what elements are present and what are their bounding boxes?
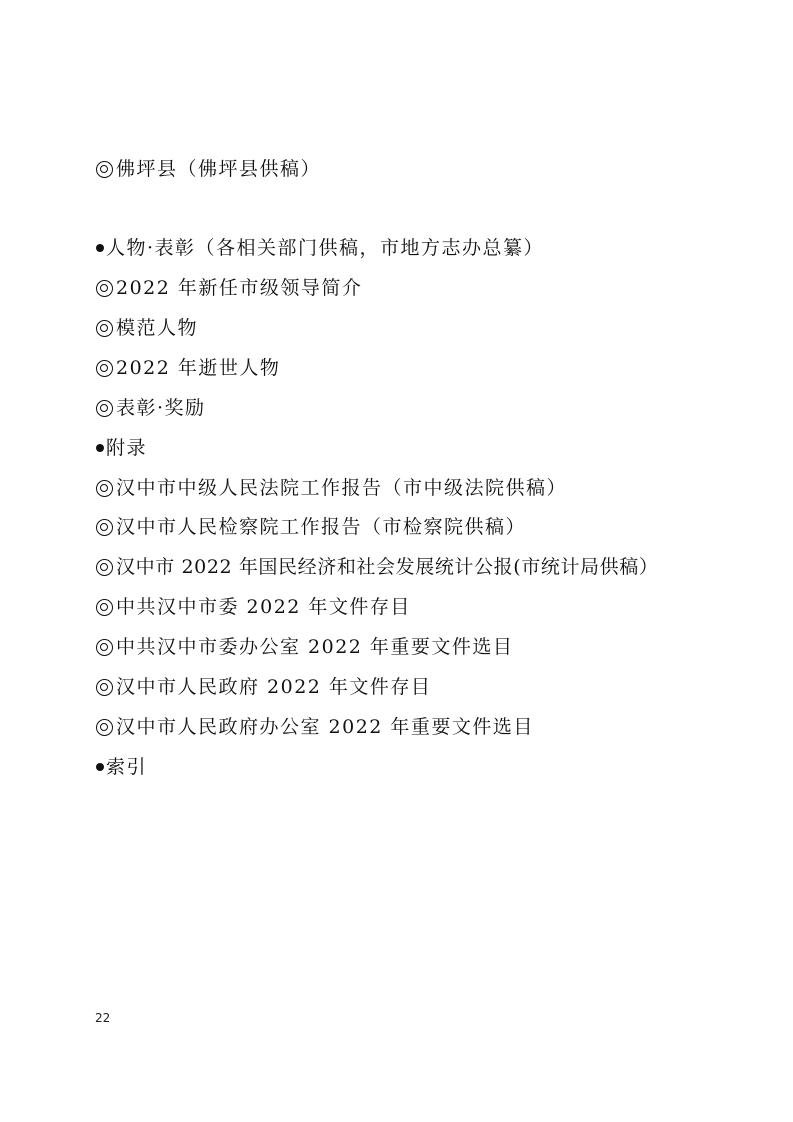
toc-section-label: 索引	[106, 756, 148, 778]
toc-subentry-label: 表彰·奖励	[116, 397, 206, 419]
double-circle-icon	[96, 360, 113, 377]
toc-subentry-awards	[96, 393, 206, 423]
toc-section-people-awards	[96, 233, 544, 263]
toc-subentry-label: 汉中市人民政府 2022 年文件存目	[116, 676, 432, 698]
double-circle-icon	[96, 161, 113, 178]
double-circle-icon	[96, 519, 113, 536]
toc-subentry-label: 中共汉中市委 2022 年文件存目	[116, 596, 411, 618]
bullet-icon	[96, 444, 104, 452]
toc-subentry-party-office-docs	[96, 632, 513, 662]
double-circle-icon	[96, 400, 113, 417]
toc-section-label: 附录	[106, 437, 148, 459]
toc-section-appendix	[96, 433, 147, 463]
toc-subentry-court-report	[96, 473, 567, 503]
toc-subentry-label: 汉中市人民政府办公室 2022 年重要文件选目	[116, 716, 534, 738]
double-circle-icon	[96, 719, 113, 736]
toc-subentry-new-leaders	[96, 273, 362, 303]
toc-subentry-statistics-bulletin	[96, 552, 658, 582]
toc-subentry-model-figures	[96, 313, 198, 343]
bullet-icon	[96, 763, 104, 771]
toc-subentry-label: 佛坪县（佛坪县供稿）	[116, 158, 322, 180]
toc-subentry-label: 中共汉中市委办公室 2022 年重要文件选目	[116, 636, 514, 658]
page-number: 22	[95, 1011, 111, 1025]
toc-subentry-label: 模范人物	[116, 317, 199, 339]
toc-subentry-government-office-docs	[96, 712, 534, 742]
double-circle-icon	[96, 599, 113, 616]
toc-subentry-deceased	[96, 353, 280, 383]
double-circle-icon	[96, 320, 113, 337]
toc-subentry-fuping	[96, 154, 321, 184]
double-circle-icon	[96, 639, 113, 656]
toc-subentry-label: 汉中市 2022 年国民经济和社会发展统计公报(市统计局供稿）	[116, 556, 659, 578]
toc-subentry-party-committee-docs	[96, 592, 411, 622]
double-circle-icon	[96, 559, 113, 576]
toc-subentry-government-docs	[96, 672, 431, 702]
double-circle-icon	[96, 280, 113, 297]
double-circle-icon	[96, 480, 113, 497]
toc-subentry-label: 汉中市人民检察院工作报告（市检察院供稿）	[116, 516, 527, 538]
toc-subentry-procuratorate-report	[96, 512, 526, 542]
toc-subentry-label: 2022 年逝世人物	[116, 357, 281, 379]
toc-section-label: 人物·表彰（各相关部门供稿，市地方志办总纂）	[106, 237, 545, 259]
double-circle-icon	[96, 679, 113, 696]
toc-section-index	[96, 752, 147, 782]
toc-subentry-label: 2022 年新任市级领导简介	[116, 277, 363, 299]
bullet-icon	[96, 244, 104, 252]
toc-subentry-label: 汉中市中级人民法院工作报告（市中级法院供稿）	[116, 477, 568, 499]
